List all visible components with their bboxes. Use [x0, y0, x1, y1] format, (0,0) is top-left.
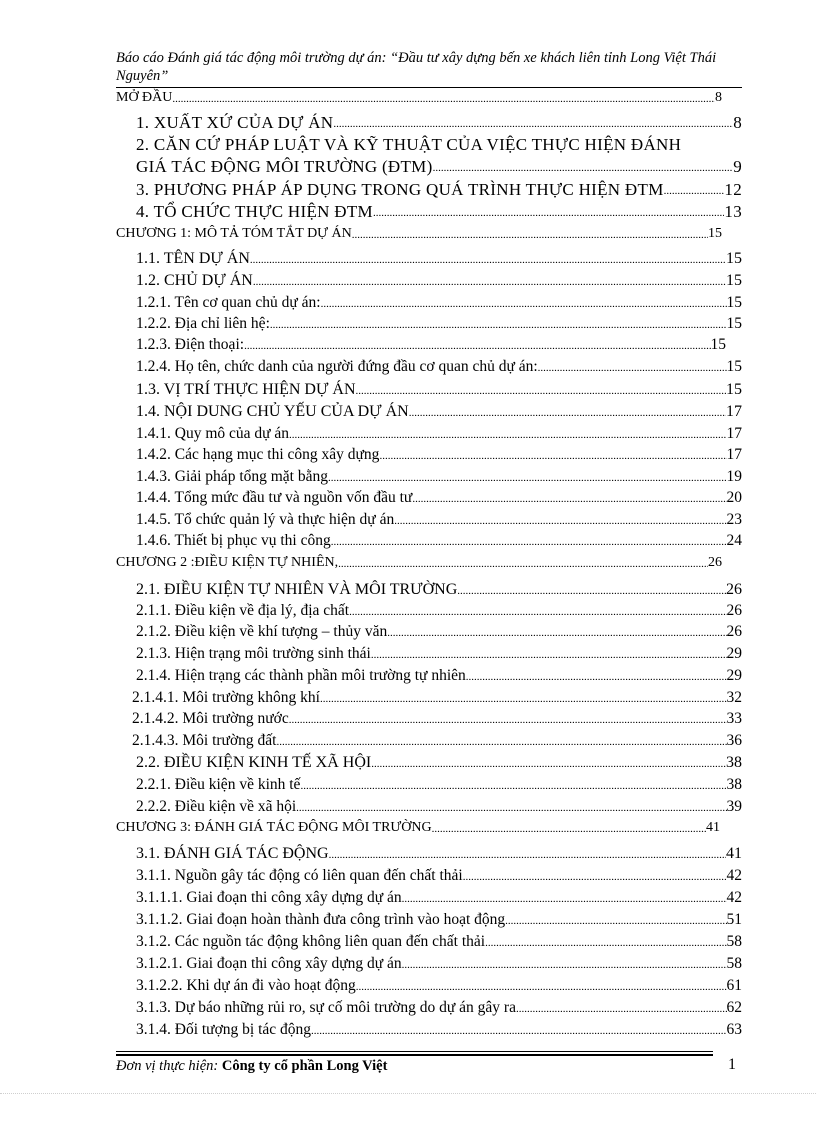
- toc-page-number: 15: [710, 336, 726, 353]
- toc-entry[interactable]: [136, 271, 742, 291]
- toc-chapter-entry[interactable]: [116, 224, 722, 244]
- toc-entry-label: 1.2.1. Tên cơ quan chủ dự án:: [136, 294, 321, 311]
- toc-page-number: 19: [726, 468, 742, 485]
- toc-entry[interactable]: [136, 1020, 742, 1040]
- toc-page-number: 29: [726, 645, 742, 662]
- toc-page-number: 26: [726, 581, 742, 598]
- toc-dot-leader: [320, 692, 727, 708]
- toc-entry-label: 1.4.5. Tổ chức quản lý và thực hiện dự án: [136, 511, 395, 528]
- toc-dot-leader: [276, 735, 726, 751]
- toc-dot-leader: [331, 535, 727, 551]
- toc-entry[interactable]: [136, 180, 742, 200]
- toc-entry[interactable]: [136, 844, 742, 864]
- toc-dot-leader: [457, 584, 726, 600]
- toc-entry-label: 3.1.2.1. Giai đoạn thi công xây dựng dự án: [136, 955, 402, 972]
- toc-page-number: 15: [726, 315, 742, 332]
- toc-entry-label: 1.2.2. Địa chỉ liên hệ:: [136, 315, 270, 332]
- toc-entry-label: 4. TỔ CHỨC THỰC HIỆN ĐTM: [136, 202, 373, 221]
- toc-page-number: 62: [726, 999, 742, 1016]
- toc-entry-label: 2.1.3. Hiện trạng môi trường sinh thái: [136, 645, 371, 662]
- page-footer: [116, 1058, 742, 1075]
- toc-chapter-entry[interactable]: [116, 818, 720, 838]
- toc-entry-label: 2.2. ĐIỀU KIỆN KINH TẾ XÃ HỘI: [136, 754, 372, 771]
- toc-entry-label: 2.1.4.2. Môi trường nước: [132, 710, 289, 727]
- toc-entry-label: 3.1. ĐÁNH GIÁ TÁC ĐỘNG: [136, 845, 329, 862]
- toc-dot-leader: [311, 1024, 726, 1040]
- toc-entry-label: 2.1.1. Điều kiện về địa lý, địa chất: [136, 602, 350, 619]
- toc-dot-leader: [387, 626, 726, 642]
- toc-entry[interactable]: [136, 932, 742, 952]
- toc-page-number: 39: [726, 798, 742, 815]
- toc-dot-leader: [373, 206, 724, 222]
- page-number: 1: [728, 1056, 736, 1073]
- toc-page-number: 26: [708, 555, 722, 570]
- toc-dot-leader: [172, 92, 715, 108]
- toc-page-number: 20: [726, 489, 742, 506]
- toc-entry[interactable]: [136, 402, 742, 422]
- toc-page-number: 29: [726, 667, 742, 684]
- toc-entry-label: 3. PHƯƠNG PHÁP ÁP DỤNG TRONG QUÁ TRÌNH THỰC HIỆN ĐTM: [136, 180, 664, 199]
- toc-page-number: 15: [726, 358, 742, 375]
- toc-dot-leader: [538, 361, 727, 377]
- toc-entry[interactable]: [136, 753, 742, 773]
- toc-entry[interactable]: [132, 731, 742, 751]
- footer-rule-thick: [116, 1054, 713, 1056]
- footer-rule: [116, 1051, 713, 1052]
- toc-entry-label: 1.4.6. Thiết bị phục vụ thi công: [136, 532, 331, 549]
- toc-entry-label: 3.1.3. Dự báo những rủi ro, sự cố môi trường do dự án gây ra: [136, 999, 516, 1016]
- toc-entry[interactable]: [136, 976, 742, 996]
- toc-entry-label: 3.1.1.2. Giai đoạn hoàn thành đưa công trình vào hoạt động: [136, 911, 506, 928]
- toc-entry[interactable]: [136, 357, 742, 377]
- toc-entry[interactable]: [136, 888, 742, 908]
- toc-dot-leader: [379, 449, 726, 465]
- toc-dot-leader: [329, 848, 726, 864]
- toc-entry[interactable]: [136, 910, 742, 930]
- toc-entry-label: 2.1.4.1. Môi trường không khí: [132, 689, 320, 706]
- toc-entry[interactable]: [136, 314, 742, 334]
- toc-entry-label: 2.1.2. Điều kiện về khí tượng – thủy văn: [136, 623, 388, 640]
- toc-entry[interactable]: [136, 622, 742, 642]
- toc-dot-leader: [412, 492, 726, 508]
- toc-dot-leader: [402, 958, 727, 974]
- toc-page-number: 12: [724, 180, 742, 199]
- toc-entry[interactable]: [136, 998, 742, 1018]
- toc-entry-label: 1.2.3. Điện thoại:: [136, 336, 245, 353]
- toc-entry-label: MỞ ĐẦU: [116, 90, 173, 105]
- toc-page-number: 42: [726, 889, 742, 906]
- toc-entry[interactable]: [136, 293, 742, 313]
- toc-entry[interactable]: [136, 531, 742, 551]
- toc-page-number: 24: [726, 532, 742, 549]
- page-bottom-divider: [0, 1093, 816, 1094]
- toc-page-number: 15: [726, 381, 742, 398]
- toc-page-number: 15: [726, 294, 742, 311]
- toc-entry-label: 2.2.1. Điều kiện về kinh tế: [136, 776, 301, 793]
- toc-page-number: 13: [724, 202, 742, 221]
- toc-entry-label: 1. XUẤT XỨ CỦA DỰ ÁN: [136, 113, 334, 132]
- toc-dot-leader: [352, 228, 708, 244]
- toc-page-number: 41: [726, 845, 742, 862]
- toc-entry-label: 2.1. ĐIỀU KIỆN TỰ NHIÊN VÀ MÔI TRƯỜNG: [136, 581, 458, 598]
- toc-page-number: 42: [726, 867, 742, 884]
- toc-entry[interactable]: [136, 113, 742, 133]
- toc-page-number: 38: [726, 754, 742, 771]
- toc-page-number: 23: [726, 511, 742, 528]
- toc-page-number: 41: [706, 820, 720, 835]
- toc-entry-label: CHƯƠNG 3: ĐÁNH GIÁ TÁC ĐỘNG MÔI TRƯỜNG: [116, 820, 432, 835]
- toc-dot-leader: [432, 822, 706, 838]
- toc-page-number: 15: [726, 272, 742, 289]
- toc-entry[interactable]: [136, 580, 742, 600]
- toc-dot-leader: [349, 605, 726, 621]
- toc-dot-leader: [463, 870, 727, 886]
- toc-entry-label: 2.1.4.3. Môi trường đất: [132, 732, 277, 749]
- toc-chapter-entry[interactable]: [116, 553, 722, 573]
- toc-entry-label: 3.1.2. Các nguồn tác động không liên quan đến chất thải: [136, 933, 486, 950]
- toc-dot-leader: [394, 514, 726, 530]
- toc-page-number: 58: [726, 955, 742, 972]
- toc-dot-leader: [409, 406, 726, 422]
- toc-entry-label: 1.2.4. Họ tên, chức danh của người đứng đầu cơ quan chủ dự án:: [136, 358, 538, 375]
- toc-entry[interactable]: [136, 797, 742, 817]
- toc-entry-label: 2. CĂN CỨ PHÁP LUẬT VÀ KỸ THUẬT CỦA VIỆC THỰC HIỆN ĐÁNH: [136, 135, 682, 154]
- toc-entry[interactable]: [136, 775, 742, 795]
- toc-dot-leader: [433, 161, 734, 177]
- toc-page-number: 36: [726, 732, 742, 749]
- toc-page-number: 17: [726, 446, 742, 463]
- toc-entry[interactable]: [136, 467, 742, 487]
- toc-entry-label: CHƯƠNG 2 :ĐIỀU KIỆN TỰ NHIÊN,: [116, 555, 339, 570]
- toc-entry-label: 3.1.1. Nguồn gây tác động có liên quan đến chất thải: [136, 867, 463, 884]
- toc-entry-label: GIÁ TÁC ĐỘNG MÔI TRƯỜNG (ĐTM): [136, 157, 433, 176]
- toc-dot-leader: [371, 648, 727, 664]
- toc-entry-label: 1.2. CHỦ DỰ ÁN: [136, 272, 253, 289]
- toc-page-number: 63: [726, 1021, 742, 1038]
- toc-page-number: 32: [726, 689, 742, 706]
- toc-dot-leader: [402, 892, 727, 908]
- toc-entry[interactable]: [136, 666, 742, 686]
- toc-dot-leader: [333, 117, 733, 133]
- toc-entry-label: 1.3. VỊ TRÍ THỰC HIỆN DỰ ÁN: [136, 381, 356, 398]
- toc-entry-label: 1.4.3. Giải pháp tổng mặt bằng: [136, 468, 328, 485]
- toc-entry-label: 1.4.4. Tổng mức đầu tư và nguồn vốn đầu tư: [136, 489, 413, 506]
- toc-entry-label: 2.1.4. Hiện trạng các thành phần môi trường tự nhiên: [136, 667, 466, 684]
- toc-entry[interactable]: [136, 249, 742, 269]
- toc-dot-leader: [371, 757, 726, 773]
- toc-page-number: 9: [733, 157, 742, 176]
- toc-entry[interactable]: [136, 866, 742, 886]
- toc-entry[interactable]: [136, 601, 742, 621]
- toc-dot-leader: [250, 253, 726, 269]
- toc-entry[interactable]: [136, 954, 742, 974]
- toc-entry[interactable]: [136, 510, 742, 530]
- toc-entry[interactable]: [136, 157, 742, 177]
- toc-dot-leader: [328, 471, 727, 487]
- toc-dot-leader: [296, 801, 726, 817]
- toc-page-number: 33: [726, 710, 742, 727]
- toc-entry-label: 1.4.2. Các hạng mục thi công xây dựng: [136, 446, 380, 463]
- toc-page-number: 26: [726, 602, 742, 619]
- toc-entry[interactable]: [136, 488, 742, 508]
- toc-entry-label: 3.1.4. Đối tượng bị tác động: [136, 1021, 312, 1038]
- toc-entry[interactable]: [132, 709, 742, 729]
- toc-dot-leader: [300, 779, 726, 795]
- toc-dot-leader: [321, 297, 727, 313]
- toc-entry-label: 3.1.2.2. Khi dự án đi vào hoạt động: [136, 977, 356, 994]
- toc-page-number: 38: [726, 776, 742, 793]
- toc-entry[interactable]: [136, 424, 742, 444]
- toc-entry-label: 2.2.2. Điều kiện về xã hội: [136, 798, 297, 815]
- toc-entry[interactable]: [136, 445, 742, 465]
- toc-page-number: 8: [715, 90, 722, 105]
- toc-entry-label: 1.1. TÊN DỰ ÁN: [136, 250, 250, 267]
- toc-entry-label: CHƯƠNG 1: MÔ TẢ TÓM TẮT DỰ ÁN: [116, 226, 352, 241]
- toc-dot-leader: [270, 318, 727, 334]
- toc-entry[interactable]: [136, 135, 742, 155]
- toc-dot-leader: [244, 339, 710, 355]
- toc-page-number: 15: [726, 250, 742, 267]
- toc-dot-leader: [338, 557, 708, 573]
- toc-dot-leader: [466, 670, 727, 686]
- toc-entry[interactable]: [136, 335, 726, 355]
- toc-entry-label: 1.4. NỘI DUNG CHỦ YẾU CỦA DỰ ÁN: [136, 403, 409, 420]
- toc-dot-leader: [505, 914, 726, 930]
- toc-page-number: 61: [726, 977, 742, 994]
- toc-page-number: 51: [726, 911, 742, 928]
- toc-entry-label: 1.4.1. Quy mô của dự án: [136, 425, 290, 442]
- toc-page-number: 8: [733, 113, 742, 132]
- toc-entry[interactable]: [136, 644, 742, 664]
- toc-page-number: 26: [726, 623, 742, 640]
- toc-page-number: 15: [708, 226, 722, 241]
- toc-dot-leader: [356, 980, 727, 996]
- footer-company: Công ty cổ phần Long Việt: [221, 1058, 388, 1074]
- page-header: Báo cáo Đánh giá tác động môi trường dự án: “Đầu tư xây dựng bến xe khách liên tỉnh Long Việt Thái Nguyên”: [116, 50, 717, 84]
- toc-dot-leader: [253, 275, 726, 291]
- toc-dot-leader: [289, 713, 727, 729]
- toc-entry[interactable]: [132, 688, 742, 708]
- toc-dot-leader: [485, 936, 726, 952]
- toc-chapter-entry[interactable]: [116, 88, 722, 108]
- footer-unit-label: Đơn vị thực hiện:: [116, 1058, 219, 1074]
- toc-dot-leader: [289, 428, 726, 444]
- toc-dot-leader: [356, 384, 727, 400]
- toc-entry[interactable]: [136, 380, 742, 400]
- toc-dot-leader: [664, 184, 725, 200]
- toc-entry-label: 3.1.1.1. Giai đoạn thi công xây dựng dự án: [136, 889, 402, 906]
- toc-entry[interactable]: [136, 202, 742, 222]
- toc-page-number: 17: [726, 403, 742, 420]
- toc-page-number: 17: [726, 425, 742, 442]
- toc-dot-leader: [516, 1002, 727, 1018]
- toc-page-number: 58: [726, 933, 742, 950]
